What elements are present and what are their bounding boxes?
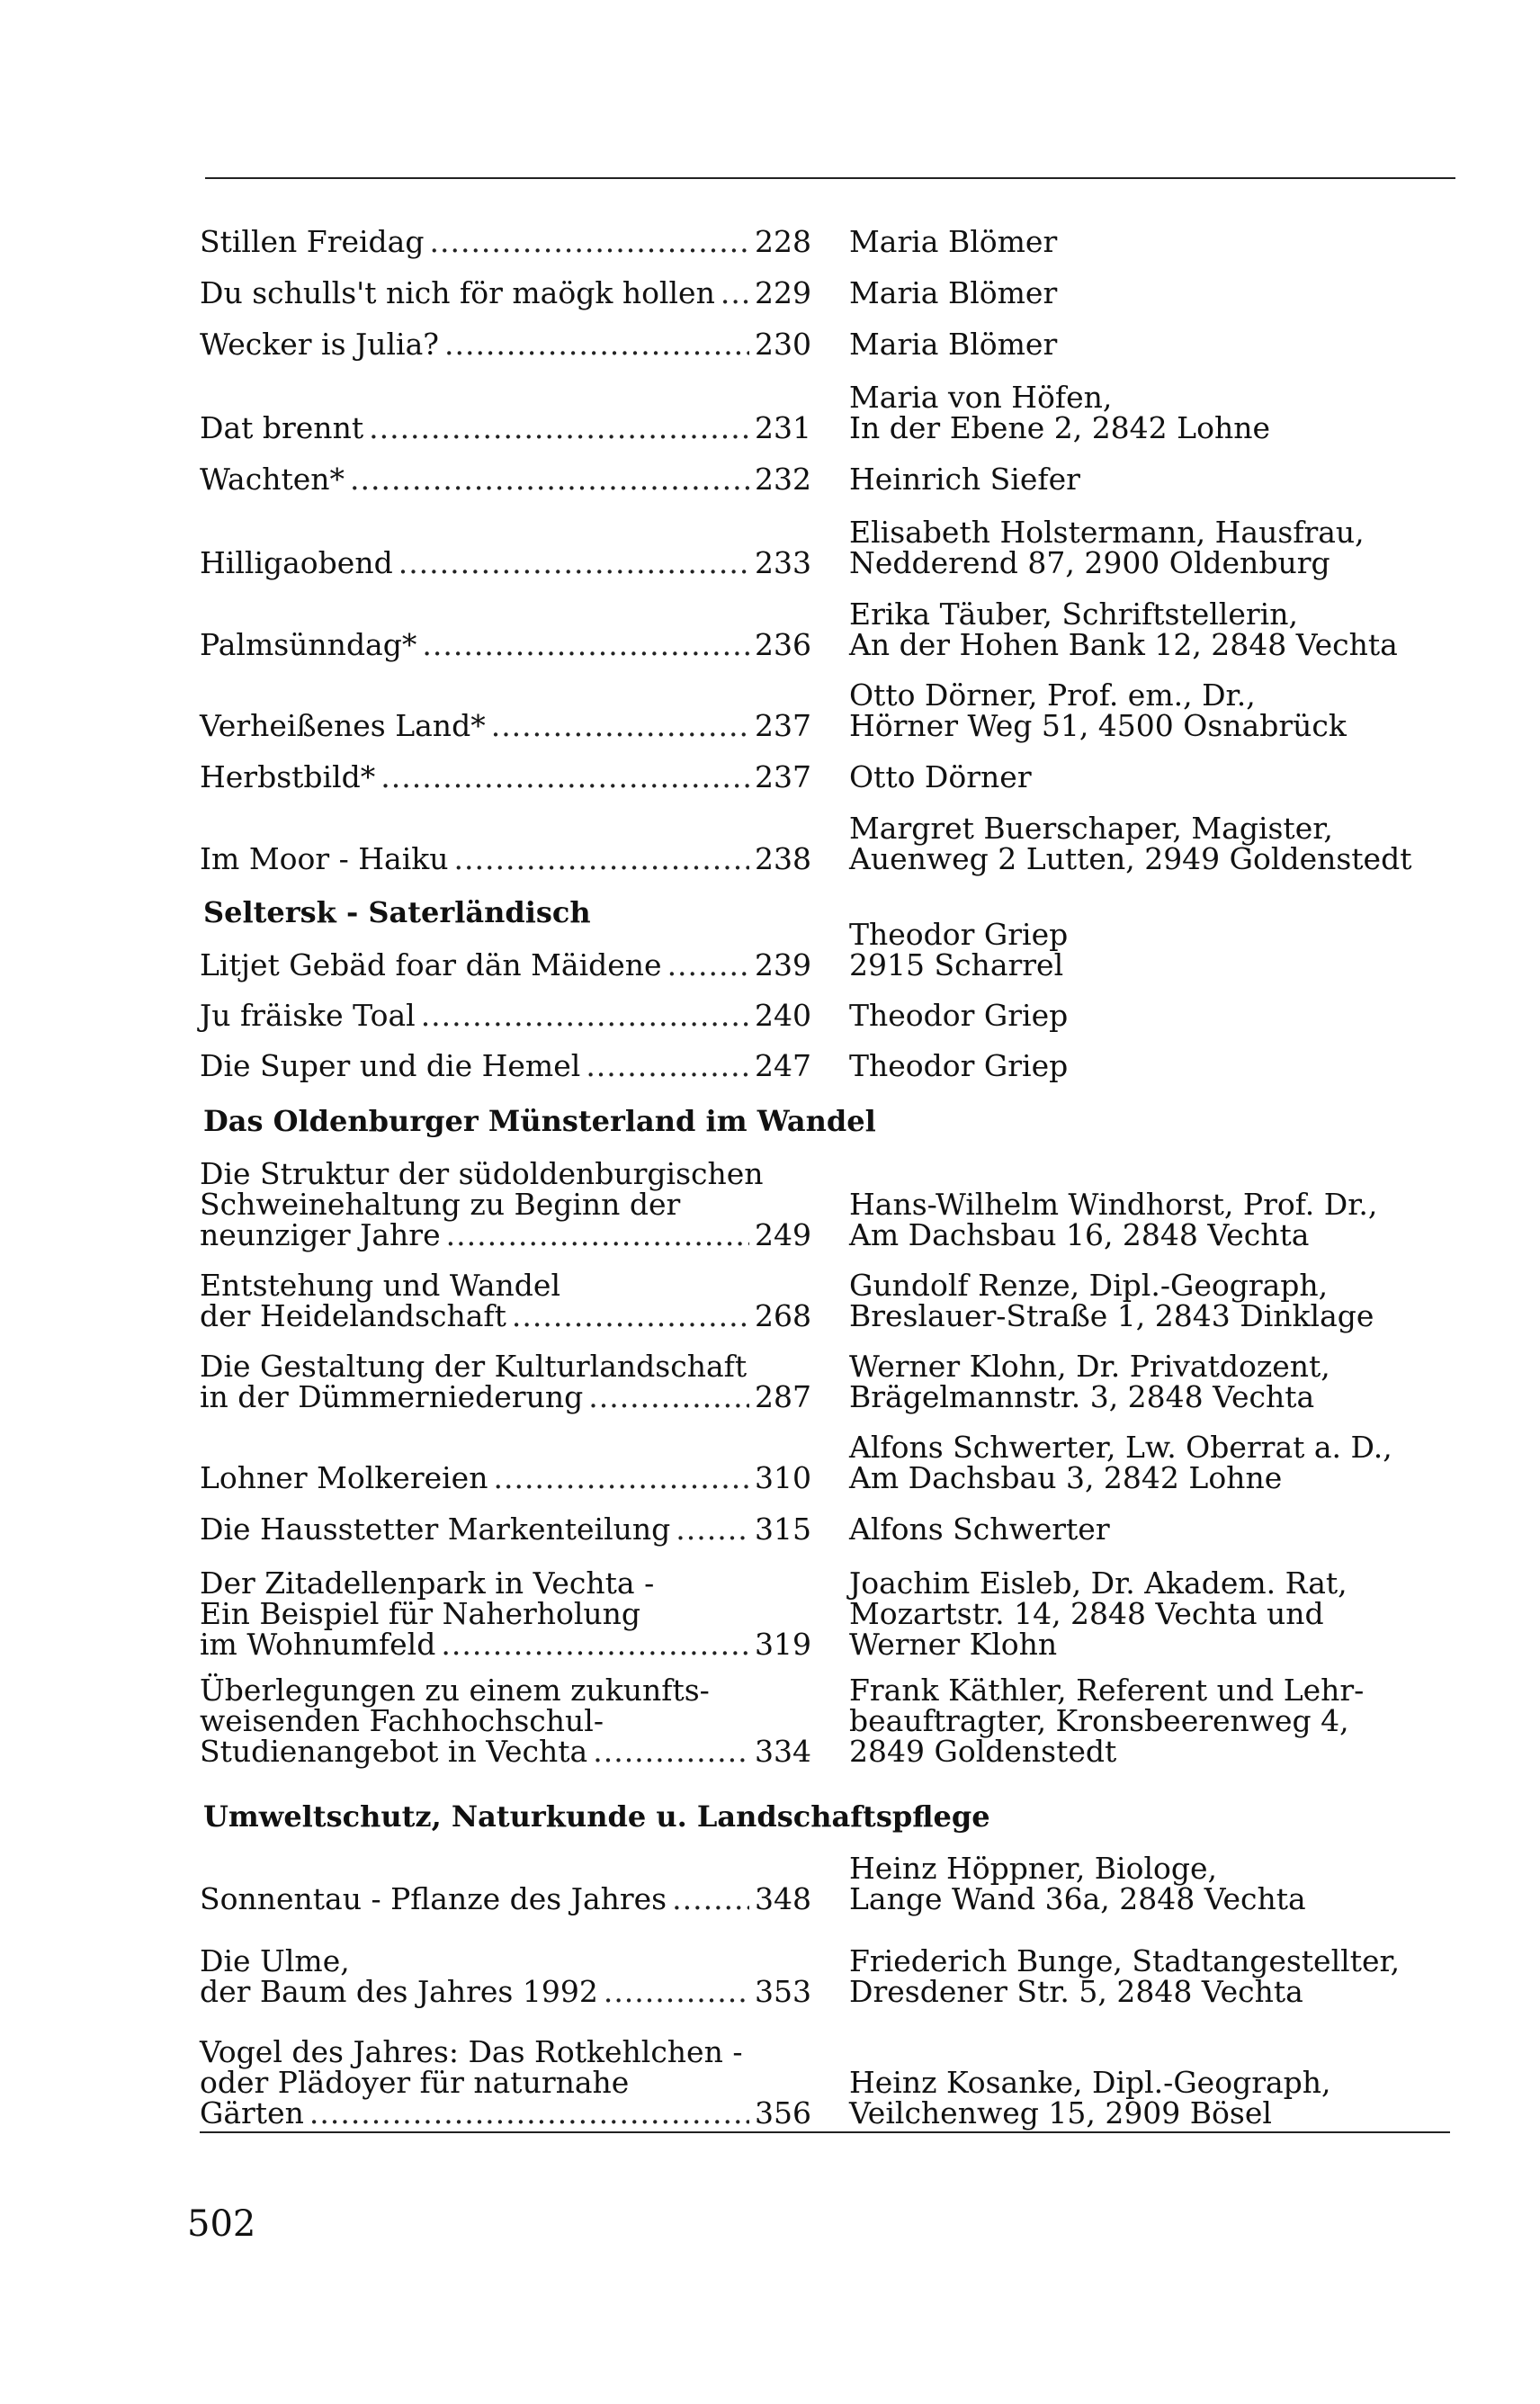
author-line: Am Dachsbau 16, 2848 Vechta [849,1217,1310,1252]
entry-author [849,1853,1461,1915]
title-text: Schweinehaltung zu Beginn der [200,1187,681,1222]
leader-dots [422,630,749,660]
toc-entry [200,811,1459,876]
toc-entry [200,998,1459,1033]
title-line [200,1596,811,1631]
entry-page-number: 237 [755,759,811,794]
entry-page-number: 249 [755,1217,811,1252]
author-line: Otto Dörner, Prof. em., Dr., [849,677,1256,713]
title-text: Die Gestaltung der Kulturlandschaft [200,1349,748,1384]
title-text: Die Ulme, [200,1943,350,1978]
title-line [200,275,811,310]
author-line: Frank Käthler, Referent und Lehr- [849,1673,1365,1708]
title-line [200,224,811,259]
title-text: Gärten [200,2095,304,2130]
entry-title [200,2034,811,2130]
entry-title [200,410,811,445]
leader-dots [398,548,749,579]
entry-author [849,1511,1461,1547]
leader-dots [604,1977,749,2007]
entry-author [849,224,1461,259]
toc-entry [200,380,1459,445]
entry-page-number: 233 [755,545,811,580]
title-line [200,1703,811,1738]
entry-page-number: 268 [755,1298,811,1333]
title-text: Im Moor - Haiku [200,841,449,876]
title-line [200,1881,811,1916]
title-line [200,1048,811,1083]
toc-entry [200,2034,1459,2130]
bottom-rule [200,2131,1450,2133]
title-line [200,1270,811,1301]
title-text: Stillen Freidag [200,224,425,259]
entry-page-number: 229 [755,275,811,310]
toc-entry [200,1565,1459,1662]
title-text: Die Hausstetter Markenteilung [200,1511,671,1547]
entry-author [849,275,1461,310]
title-line [200,1736,811,1767]
title-text: Die Super und die Hemel [200,1048,581,1083]
entry-page-number: 353 [755,1974,811,2009]
author-line: Heinz Kosanke, Dipl.-Geograph, [849,2065,1331,2100]
entry-author [849,1270,1461,1332]
entry-author [849,382,1461,444]
entry-page-number: 232 [755,462,811,497]
leader-dots [491,711,749,741]
toc-entry [200,1673,1459,1769]
entry-author [849,1351,1461,1413]
title-text: der Baum des Jahres 1992 [200,1974,598,2009]
title-text: oder Plädoyer für naturnahe [200,2065,630,2100]
entry-title [200,1511,811,1547]
entry-page-number: 228 [755,224,811,259]
author-line: Elisabeth Holstermann, Hausfrau, [849,515,1365,550]
title-line [200,627,811,662]
toc-entry [200,1430,1459,1495]
entry-title [200,708,811,743]
title-text: Palmsünndag* [200,627,417,662]
title-text: Hilligaobend [200,545,393,580]
author-line: Dresdener Str. 5, 2848 Vechta [849,1974,1303,2009]
entry-title [200,1048,811,1083]
leader-dots [588,1382,749,1413]
leader-dots [593,1736,749,1767]
author-line: Theodor Griep [849,917,1069,952]
title-line [200,1460,811,1495]
title-text: Vogel des Jahres: Das Rotkehlchen - [200,2034,743,2069]
title-text: Ein Beispiel für Naherholung [200,1596,641,1631]
toc-entry [200,275,1459,310]
author-line: Alfons Schwerter, Lw. Oberrat a. D., [849,1430,1392,1465]
toc-entry [200,1156,1459,1252]
author-line: Otto Dörner [849,759,1032,794]
entry-page-number: 287 [755,1379,811,1414]
author-line: Heinz Höppner, Biologe, [849,1851,1218,1886]
title-text: Der Zitadellenpark in Vechta - [200,1565,655,1601]
title-line [200,1351,811,1382]
title-text: Herbstbild* [200,759,376,794]
author-line: 2915 Scharrel [849,947,1064,982]
title-line [200,329,811,360]
entry-author [849,759,1461,794]
title-text: Verheißenes Land* [200,708,486,743]
leader-dots [676,1514,749,1545]
leader-dots [672,1884,749,1915]
entry-title [200,759,811,794]
entry-title [200,1156,811,1252]
author-line: Theodor Griep [849,998,1069,1033]
entry-page-number: 236 [755,627,811,662]
toc-entry [200,327,1459,362]
top-rule [205,177,1455,179]
leader-dots [721,278,749,309]
title-text: neunziger Jahre [200,1217,441,1252]
entry-title [200,275,811,310]
author-line: Maria Blömer [849,275,1058,310]
entry-title [200,1881,811,1916]
entry-author [849,1048,1461,1083]
author-line: Margret Buerschaper, Magister, [849,811,1333,846]
author-line: Theodor Griep [849,1048,1069,1083]
author-line: 2849 Goldenstedt [849,1734,1117,1769]
section-heading-muensterland: Das Oldenburger Münsterland im Wandel [203,1104,876,1138]
entry-page-number: 356 [755,2095,811,2130]
title-text: Die Struktur der südoldenburgischen [200,1156,764,1191]
author-line: In der Ebene 2, 2842 Lohne [849,410,1270,445]
toc-entry [200,759,1459,794]
title-text: Wachten* [200,462,345,497]
author-line: Breslauer-Straße 1, 2843 Dinklage [849,1298,1374,1333]
title-line [200,1675,811,1706]
entry-page-number: 230 [755,327,811,362]
title-line [200,1943,811,1978]
entry-author [849,677,1461,743]
toc-entry [200,1851,1459,1916]
leader-dots [369,413,749,444]
title-text: Wecker is Julia? [200,327,439,362]
section-heading-saterlaendisch: Seltersk - Saterländisch [203,895,591,929]
entry-author [849,1943,1461,2009]
title-text: in der Dümmerniederung [200,1379,584,1414]
entry-title [200,545,811,580]
author-line: Werner Klohn, Dr. Privatdozent, [849,1349,1330,1384]
title-line [200,1974,811,2009]
entry-author [849,919,1461,981]
entry-title [200,1943,811,2009]
title-line [200,1156,811,1191]
title-text: Litjet Gebäd foar dän Mäidene [200,947,662,982]
author-line: Brägelmannstr. 3, 2848 Vechta [849,1379,1315,1414]
entry-author [849,1432,1461,1494]
entry-title [200,947,811,982]
entry-author [849,464,1461,495]
entry-page-number: 237 [755,708,811,743]
author-line: Nedderend 87, 2900 Oldenburg [849,545,1330,580]
entry-title [200,627,811,662]
title-line [200,2095,811,2130]
title-text: Lohner Molkereien [200,1460,488,1495]
entry-author [849,1000,1461,1031]
title-line [200,1217,811,1252]
entry-author [849,329,1461,360]
entry-author [849,1565,1461,1662]
author-line: Hans-Wilhelm Windhorst, Prof. Dr., [849,1187,1378,1222]
entry-title [200,224,811,259]
entry-author [849,599,1461,660]
entry-page-number: 238 [755,841,811,876]
entry-title [200,1460,811,1495]
entry-title [200,1351,811,1413]
author-line: Joachim Eisleb, Dr. Akadem. Rat, [849,1565,1348,1601]
leader-dots [493,1463,749,1494]
title-text: Überlegungen zu einem zukunfts- [200,1673,710,1708]
entry-title [200,1000,811,1031]
author-line: Heinrich Siefer [849,462,1080,497]
toc-entry [200,462,1459,497]
entry-page-number: 247 [755,1048,811,1083]
entry-title [200,329,811,360]
entry-author [849,813,1461,875]
entry-title [200,841,811,876]
author-line: beauftragter, Kronsbeerenweg 4, [849,1703,1349,1738]
title-line [200,759,811,794]
leader-dots [429,227,749,257]
title-line [200,841,811,876]
entry-page-number: 310 [755,1460,811,1495]
title-line [200,947,811,982]
leader-dots [350,464,749,495]
title-text: Sonnentau - Pflanze des Jahres [200,1881,667,1916]
leader-dots [512,1301,749,1332]
author-line: Maria von Höfen, [849,380,1113,415]
entry-page-number: 240 [755,998,811,1033]
title-text: Studienangebot in Vechta [200,1734,588,1769]
entry-page-number: 348 [755,1881,811,1916]
entry-title [200,1675,811,1767]
author-line: Maria Blömer [849,327,1058,362]
title-text: Entstehung und Wandel [200,1268,561,1303]
author-line: Friederich Bunge, Stadtangestellter, [849,1943,1401,1978]
author-line: Gundolf Renze, Dipl.-Geograph, [849,1268,1329,1303]
leader-dots [309,2098,749,2129]
section-heading-umweltschutz: Umweltschutz, Naturkunde u. Landschaftspflege [203,1799,990,1834]
toc-entry [200,1511,1459,1547]
author-line: An der Hohen Bank 12, 2848 Vechta [849,627,1398,662]
title-line [200,1189,811,1220]
entry-author [849,1675,1461,1767]
leader-dots [667,950,749,981]
toc-entry [200,515,1459,580]
author-line: Mozartstr. 14, 2848 Vechta und [849,1596,1324,1631]
author-line: Auenweg 2 Lutten, 2949 Goldenstedt [849,841,1412,876]
title-line [200,1000,811,1031]
title-text: der Heidelandschaft [200,1298,506,1333]
entry-page-number: 319 [755,1627,811,1662]
title-line [200,2065,811,2100]
title-line [200,1298,811,1333]
entry-title [200,464,811,495]
leader-dots [444,329,749,360]
title-line [200,410,811,445]
toc-entry [200,597,1459,662]
author-line: Werner Klohn [849,1627,1058,1662]
toc-entry [200,224,1459,259]
entry-author [849,517,1461,579]
toc-entry [200,677,1459,743]
author-line: Lange Wand 36a, 2848 Vechta [849,1881,1306,1916]
title-line [200,545,811,580]
toc-entry [200,1943,1459,2009]
title-line [200,1629,811,1660]
author-line: Erika Täuber, Schriftstellerin, [849,597,1298,632]
leader-dots [441,1629,749,1660]
title-text: weisenden Fachhochschul- [200,1703,604,1738]
entry-page-number: 334 [755,1734,811,1769]
title-text: im Wohnumfeld [200,1627,436,1662]
title-line [200,464,811,495]
title-text: Ju fräiske Toal [200,998,416,1033]
leader-dots [381,762,749,793]
entry-page-number: 315 [755,1511,811,1547]
title-line [200,708,811,743]
author-line: Am Dachsbau 3, 2842 Lohne [849,1460,1283,1495]
leader-dots [586,1051,749,1081]
entry-page-number: 231 [755,410,811,445]
title-text: Du schulls't nich för maögk hollen [200,275,715,310]
entry-title [200,1270,811,1332]
title-line [200,1565,811,1601]
title-line [200,1511,811,1547]
title-line [200,2034,811,2069]
toc-entry [200,917,1459,982]
author-line: Maria Blömer [849,224,1058,259]
entry-page-number: 239 [755,947,811,982]
author-line: Veilchenweg 15, 2909 Bösel [849,2095,1272,2130]
toc-entry [200,1268,1459,1333]
title-text: Dat brennt [200,410,364,445]
leader-dots [421,1000,749,1031]
entry-author [849,2065,1461,2130]
leader-dots [446,1220,749,1251]
toc-entry [200,1048,1459,1083]
author-line: Hörner Weg 51, 4500 Osnabrück [849,708,1347,743]
leader-dots [454,844,749,875]
page-number: 502 [187,2203,256,2245]
author-line: Alfons Schwerter [849,1511,1110,1547]
title-line [200,1379,811,1414]
entry-title [200,1565,811,1662]
toc-entry [200,1349,1459,1414]
entry-author [849,1189,1461,1251]
